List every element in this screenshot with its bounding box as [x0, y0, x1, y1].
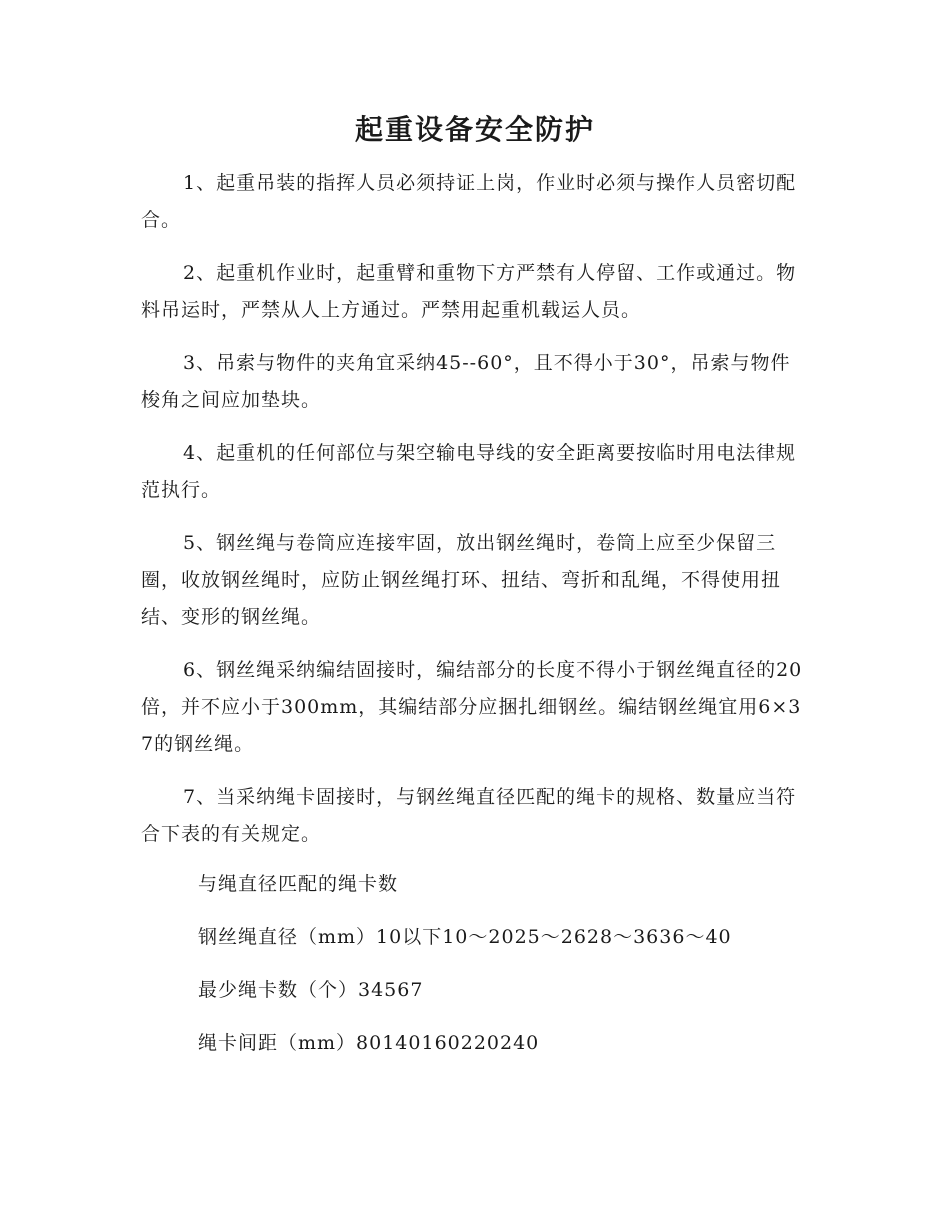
document-body — [141, 165, 806, 869]
paragraph-1: 1、起重吊装的指挥人员必须持证上岗，作业时必须与操作人员密切配合。 — [141, 172, 797, 231]
table-row-clip-spacing: 绳卡间距（mm）80140160220240 — [198, 1032, 540, 1054]
table-row-min-clips: 最少绳卡数（个）34567 — [198, 979, 424, 1001]
paragraph-4: 4、起重机的任何部位与架空输电导线的安全距离要按临时用电法律规范执行。 — [141, 442, 797, 501]
table-row-diameter: 钢丝绳直径（mm）10以下10～2025～2628～3636～40 — [198, 926, 732, 948]
table-caption: 与绳直径匹配的绳卡数 — [198, 873, 399, 895]
rope-clip-table — [198, 866, 798, 1078]
paragraph-5: 5、钢丝绳与卷筒应连接牢固，放出钢丝绳时，卷筒上应至少保留三圈，收放钢丝绳时，应防止钢丝绳打环、扭结、弯折和乱绳，不得使用扭结、变形的钢丝绳。 — [141, 532, 782, 628]
paragraph-2: 2、起重机作业时，起重臂和重物下方严禁有人停留、工作或通过。物料吊运时，严禁从人上方通过。严禁用起重机载运人员。 — [141, 262, 797, 321]
paragraph-3: 3、吊索与物件的夹角宜采纳45--60°，且不得小于30°，吊索与物件梭角之间应加垫块。 — [141, 352, 791, 411]
paragraph-7: 7、当采纳绳卡固接时，与钢丝绳直径匹配的绳卡的规格、数量应当符合下表的有关规定。 — [141, 786, 797, 845]
paragraph-6: 6、钢丝绳采纳编结固接时，编结部分的长度不得小于钢丝绳直径的20倍，并不应小于300mm，其编结部分应捆扎细钢丝。编结钢丝绳宜用6×37的钢丝绳。 — [141, 659, 803, 755]
document-title: 起重设备安全防护 — [354, 113, 595, 146]
